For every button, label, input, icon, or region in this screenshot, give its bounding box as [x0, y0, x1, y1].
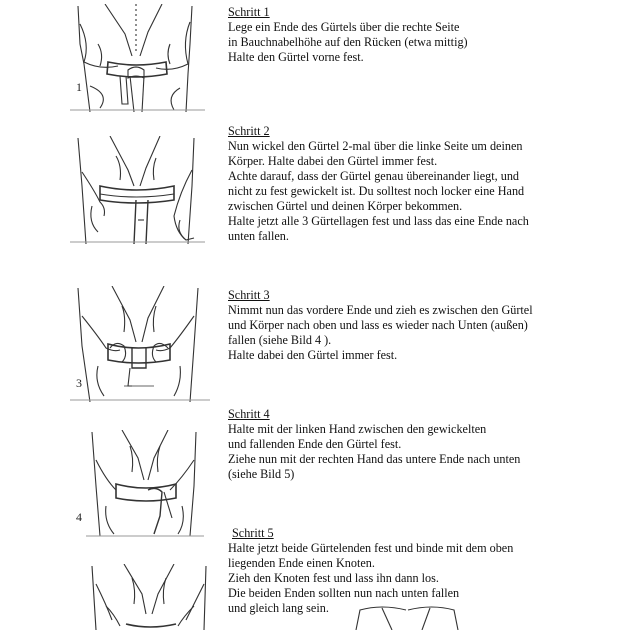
step-1-heading: Schritt 1 [228, 5, 270, 19]
step-2-illustration [70, 136, 205, 244]
step-4-text [228, 407, 520, 482]
step-4-line: Ziehe nun mit der rechten Hand das untere Ende nach unten [228, 452, 521, 466]
step-5-line: liegenden Ende einen Knoten. [228, 556, 375, 570]
step-5-line: Zieh den Knoten fest und lass ihn dann los. [228, 571, 439, 585]
step-3-line: und Körper nach oben und lass es wieder nach Unten (außen) [228, 318, 528, 332]
step-2-line: unten fallen. [228, 229, 289, 243]
step-4-line: (siehe Bild 5) [228, 467, 295, 481]
step-4-line: und fallenden Ende den Gürtel fest. [228, 437, 402, 451]
figure-number-3: 3 [76, 376, 82, 390]
step-1-illustration [70, 4, 205, 112]
step-2-line: Halte jetzt alle 3 Gürtellagen fest und lass das eine Ende nach [228, 214, 529, 228]
step-3-illustration [70, 286, 210, 402]
step-3-line: Halte dabei den Gürtel immer fest. [228, 348, 398, 362]
step-2-heading: Schritt 2 [228, 124, 270, 138]
step-1-line: Halte den Gürtel vorne fest. [228, 50, 364, 64]
step-3-line: Nimmt nun das vordere Ende und zieh es zwischen den Gürtel [228, 303, 533, 317]
figure-number-1: 1 [76, 80, 82, 94]
step-2-line: Nun wickel den Gürtel 2-mal über die linke Seite um deinen [228, 139, 523, 153]
step-2-line: Achte darauf, dass der Gürtel genau übereinander liegt, und [228, 169, 520, 183]
step-1-line: Lege ein Ende des Gürtels über die rechte Seite [228, 20, 460, 34]
step-2-line: Körper. Halte dabei den Gürtel immer fest. [228, 154, 438, 168]
step-4-illustration [86, 430, 204, 538]
step-5-illustration [86, 564, 214, 630]
step-2-text [228, 124, 529, 244]
step-3-heading: Schritt 3 [228, 288, 270, 302]
step-5-text [228, 526, 513, 616]
step-1-line: in Bauchnabelhöhe auf den Rücken (etwa mittig) [228, 35, 468, 49]
step-5-line: und gleich lang sein. [228, 601, 329, 615]
figure-number-4: 4 [76, 510, 82, 524]
step-1-text [228, 5, 468, 65]
step-3-line: fallen (siehe Bild 4 ). [228, 333, 332, 347]
step-2-line: nicht zu fest gewickelt ist. Du solltest noch locker eine Hand [228, 184, 525, 198]
step-3-text [228, 288, 533, 363]
step-5-heading: Schritt 5 [232, 526, 274, 540]
step-4-heading: Schritt 4 [228, 407, 270, 421]
step-2-line: zwischen Gürtel und deinen Körper bekommen. [228, 199, 463, 213]
step-5-line: Die beiden Enden sollten nun nach unten fallen [228, 586, 460, 600]
step-4-line: Halte mit der linken Hand zwischen den gewickelten [228, 422, 487, 436]
step-5-line: Halte jetzt beide Gürtelenden fest und binde mit dem oben [228, 541, 514, 555]
